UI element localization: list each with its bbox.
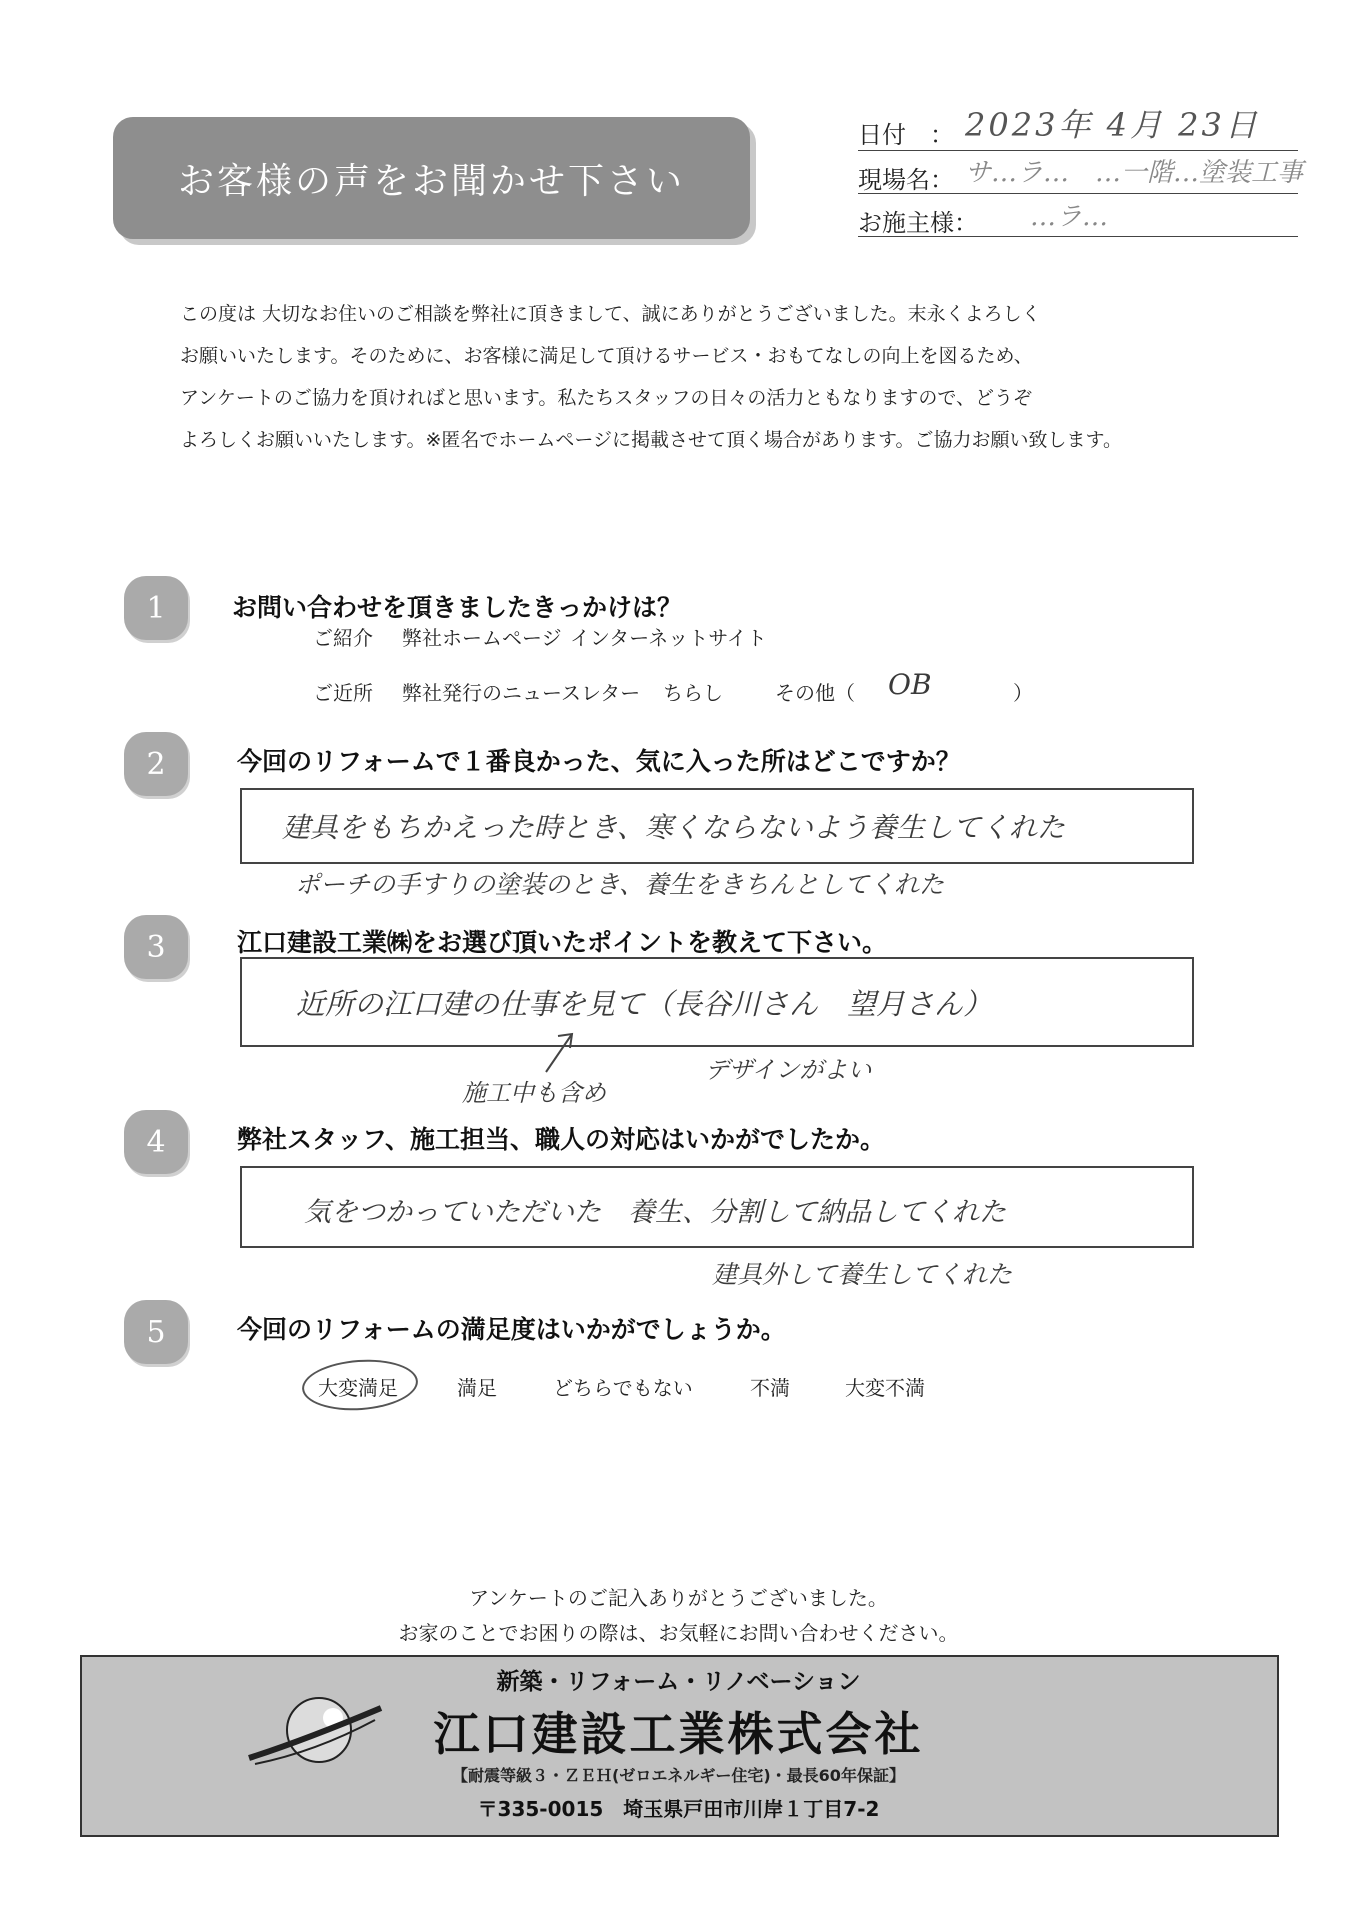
answer-4-line-1: 気をつかっていただいた 養生、分割して納品してくれた xyxy=(304,1197,1006,1228)
option-referral[interactable]: ご紹介 xyxy=(313,626,373,650)
rating-very-satisfied[interactable]: 大変満足 xyxy=(318,1376,398,1400)
intro-line: よろしくお願いいたします。※匿名でホームページに掲載させて頂く場合があります。ご協力お願い致します。 xyxy=(180,429,1122,451)
other-answer: OB xyxy=(888,668,932,701)
intro-line: この度は 大切なお住いのご相談を弊社に頂きまして、誠にありがとうございました。末永くよろしく xyxy=(180,303,1041,325)
rating-neutral[interactable]: どちらでもない xyxy=(553,1376,693,1400)
client-value: …ラ… xyxy=(1030,202,1109,232)
client-underline xyxy=(858,236,1298,237)
question-number-5: 5 xyxy=(124,1300,188,1364)
date-label: 日付 ： xyxy=(858,121,954,149)
option-homepage[interactable]: 弊社ホームページ xyxy=(402,626,562,650)
thanks-line-1: アンケートのご記入ありがとうございました。 xyxy=(469,1586,888,1610)
intro-line: お願いいたします。そのために、お客様に満足して頂けるサービス・おもてなしの向上を図るため、 xyxy=(180,345,1033,367)
question-3-text: 江口建設工業㈱をお選び頂いたポイントを教えて下さい。 xyxy=(237,928,888,957)
option-flyer[interactable]: ちらし xyxy=(663,681,723,705)
intro-paragraph xyxy=(180,293,1180,461)
rating-satisfied[interactable]: 満足 xyxy=(457,1376,497,1400)
answer-2-line-2: ポーチの手すりの塗装のとき、養生をきちんとしてくれた xyxy=(295,870,945,899)
date-value: 2023年 4月 23日 xyxy=(965,106,1260,144)
question-number-4: 4 xyxy=(124,1110,188,1174)
option-neighborhood[interactable]: ご近所 xyxy=(313,681,373,705)
answer-4-line-2: 建具外して養生してくれた xyxy=(712,1260,1013,1289)
question-number-1: 1 xyxy=(124,576,188,640)
arrow-icon xyxy=(540,1028,580,1076)
answer-3-note-1: 施工中も含め xyxy=(462,1079,606,1107)
company-name: 江口建設工業株式会社 xyxy=(433,1707,924,1761)
question-2-text: 今回のリフォームで１番良かった、気に入った所はどこですか？ xyxy=(237,747,961,776)
option-newsletter[interactable]: 弊社発行のニュースレター xyxy=(402,681,641,705)
site-label: 現場名： xyxy=(858,166,954,194)
question-4-text: 弊社スタッフ、施工担当、職人の対応はいかがでしたか。 xyxy=(237,1125,886,1154)
option-other[interactable]: その他（ xyxy=(775,681,855,705)
company-warranty: 【耐震等級３・ＺＥＨ(ゼロエネルギー住宅)・最長60年保証】 xyxy=(452,1766,905,1785)
intro-line: アンケートのご協力を頂ければと思います。私たちスタッフの日々の活力ともなりますので、どうぞ xyxy=(180,387,1032,409)
answer-3-line-1: 近所の江口建の仕事を見て（長谷川さん 望月さん） xyxy=(296,987,993,1021)
rating-dissatisfied[interactable]: 不満 xyxy=(750,1376,790,1400)
answer-2-line-1: 建具をもちかえった時とき、寒くならないよう養生してくれた xyxy=(282,811,1065,844)
date-underline xyxy=(858,150,1298,151)
page-title: お客様の声をお聞かせ下さい xyxy=(177,160,685,202)
rating-very-dissatisfied[interactable]: 大変不満 xyxy=(845,1376,925,1400)
question-number-3: 3 xyxy=(124,915,188,979)
question-number-2: 2 xyxy=(124,732,188,796)
thanks-line-2: お家のことでお困りの際は、お気軽にお問い合わせください。 xyxy=(398,1621,959,1645)
question-5-text: 今回のリフォームの満足度はいかがでしょうか。 xyxy=(237,1315,786,1344)
option-other-close: ） xyxy=(1013,681,1033,705)
company-tagline: 新築・リフォーム・リノベーション xyxy=(496,1669,861,1695)
client-label: お施主様： xyxy=(858,209,978,237)
question-1-text: お問い合わせを頂きましたきっかけは？ xyxy=(232,593,683,622)
option-internet-site[interactable]: インターネットサイト xyxy=(570,626,767,650)
site-value: サ…ラ… …一階…塗装工事 xyxy=(965,158,1304,188)
answer-3-note-2: デザインがよい xyxy=(705,1056,872,1084)
company-address: 〒335-0015 埼玉県戸田市川岸１丁目7-2 xyxy=(477,1797,880,1821)
site-underline xyxy=(858,193,1298,194)
